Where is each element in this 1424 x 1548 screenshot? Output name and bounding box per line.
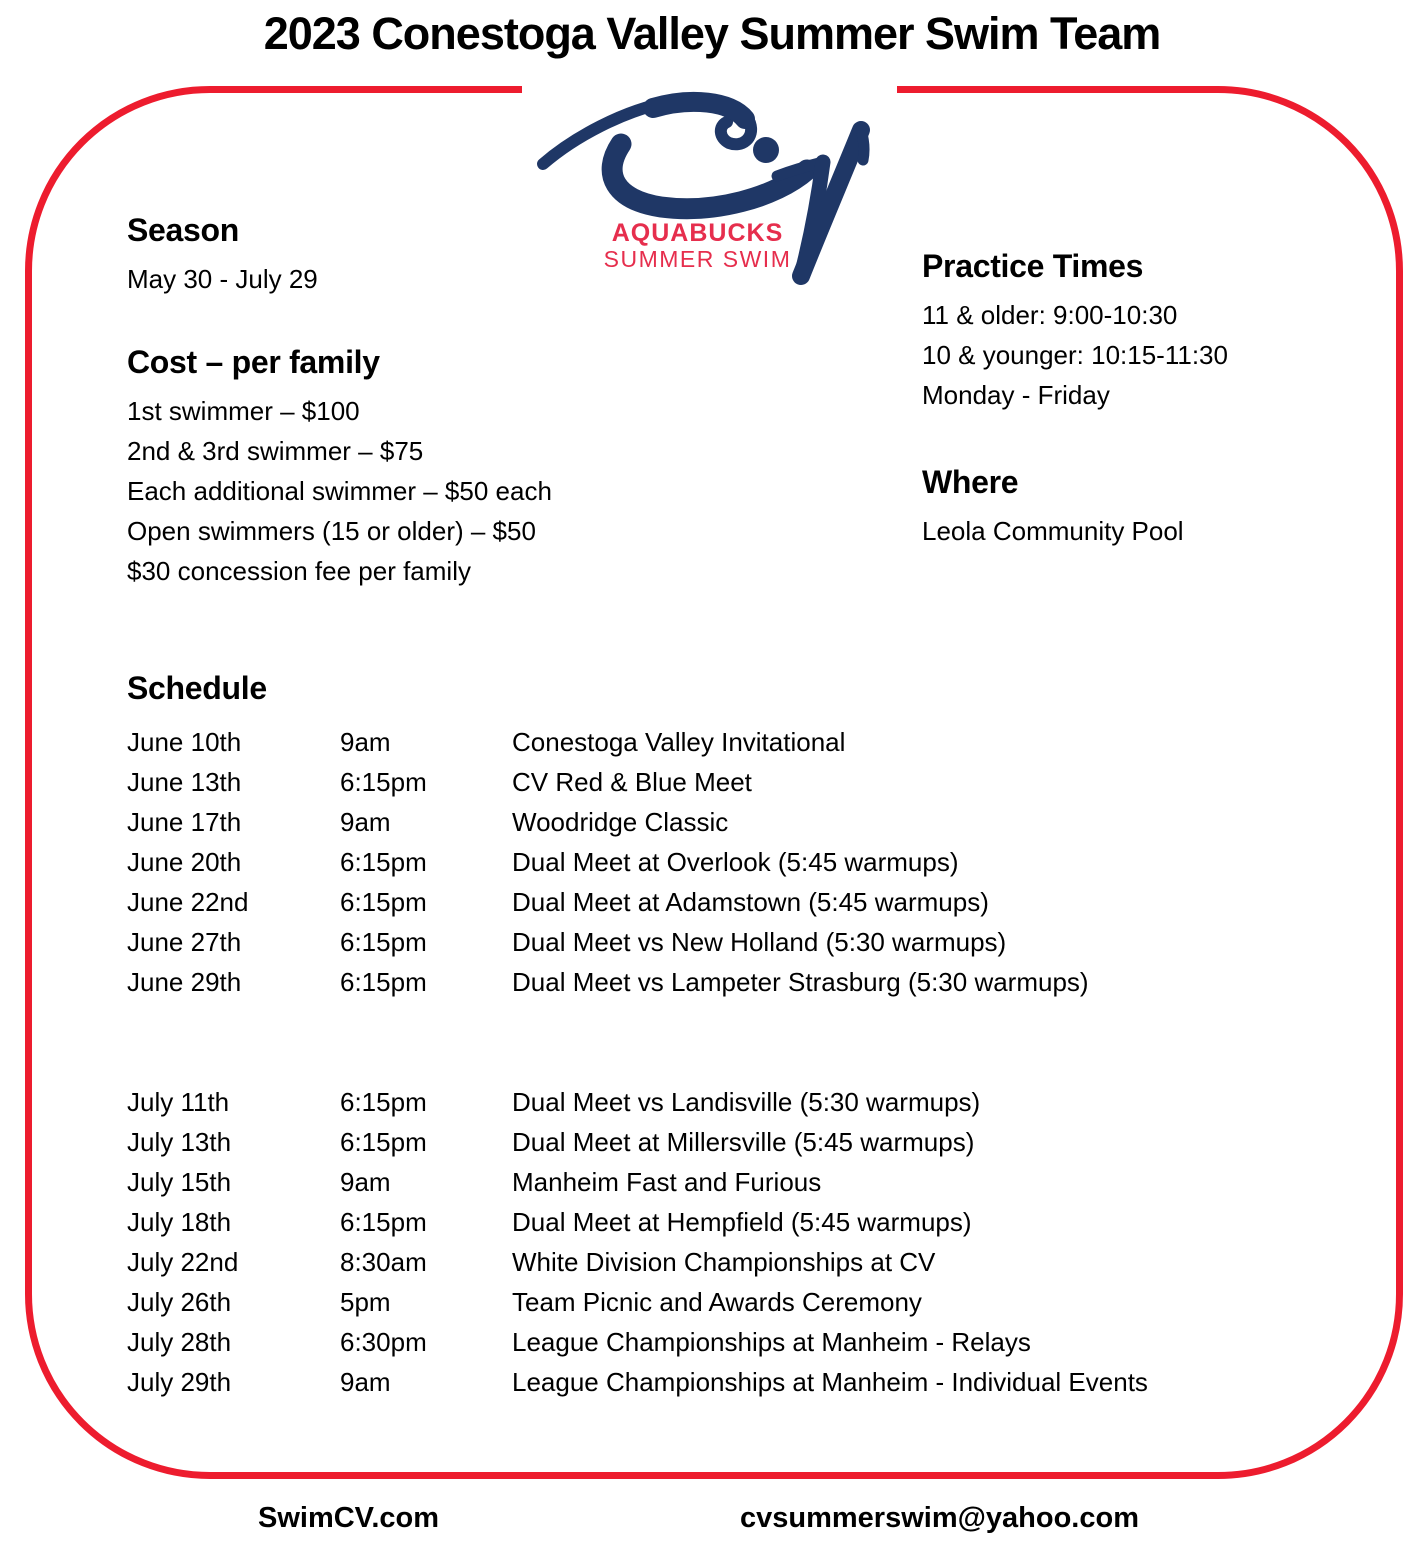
event-date: July 29th: [127, 1366, 232, 1397]
event-date: July 13th: [127, 1126, 232, 1157]
event-name: Dual Meet vs Landisville (5:30 warmups): [512, 1086, 981, 1117]
practice-times-heading: Practice Times: [922, 248, 1144, 284]
cost-item: 2nd & 3rd swimmer – $75: [127, 436, 424, 466]
event-date: July 15th: [127, 1166, 232, 1197]
event-date: July 11th: [127, 1086, 230, 1117]
cost-item: Open swimmers (15 or older) – $50: [127, 516, 536, 546]
event-date: June 10th: [127, 726, 242, 757]
table-row: [127, 1082, 1277, 1122]
table-row: [127, 1282, 1277, 1322]
cost-item: Each additional swimmer – $50 each: [127, 476, 552, 506]
event-name: League Championships at Manheim - Individual Events: [512, 1366, 1148, 1397]
season-section: [127, 212, 318, 299]
july-schedule-rows: [127, 1082, 1277, 1402]
practice-item: 10 & younger: 10:15-11:30: [922, 340, 1228, 370]
event-name: Conestoga Valley Invitational: [512, 726, 846, 757]
team-logo: [535, 86, 895, 308]
practice-item: Monday - Friday: [922, 380, 1110, 410]
event-date: June 22nd: [127, 886, 249, 917]
event-date: July 26th: [127, 1286, 232, 1317]
event-time: 6:15pm: [340, 846, 427, 877]
cost-item: $30 concession fee per family: [127, 556, 471, 586]
table-row: [127, 1242, 1277, 1282]
event-time: 6:30pm: [340, 1326, 427, 1357]
practice-times-section: [922, 248, 1228, 415]
email-text: cvsummerswim@yahoo.com: [740, 1502, 1139, 1534]
event-name: White Division Championships at CV: [512, 1246, 936, 1277]
event-time: 9am: [340, 806, 391, 837]
table-row: [127, 962, 1277, 1002]
swimmer-head-icon: [753, 137, 779, 163]
website-text: SwimCV.com: [258, 1502, 440, 1534]
event-time: 5pm: [340, 1286, 391, 1317]
table-row: [127, 722, 1277, 762]
where-section: [922, 464, 1184, 551]
event-name: Dual Meet at Hempfield (5:45 warmups): [512, 1206, 972, 1237]
table-row: [127, 1362, 1277, 1402]
schedule-heading: Schedule: [127, 670, 267, 706]
page-title: 2023 Conestoga Valley Summer Swim Team: [263, 8, 1161, 59]
table-row: [127, 1202, 1277, 1242]
table-row: [127, 1322, 1277, 1362]
event-name: Manheim Fast and Furious: [512, 1166, 822, 1197]
event-name: CV Red & Blue Meet: [512, 766, 752, 797]
event-date: June 13th: [127, 766, 242, 797]
season-heading: Season: [127, 212, 240, 248]
event-name: Dual Meet at Overlook (5:45 warmups): [512, 846, 959, 877]
event-name: Dual Meet at Adamstown (5:45 warmups): [512, 886, 989, 917]
table-row: [127, 922, 1277, 962]
event-name: Dual Meet at Millersville (5:45 warmups): [512, 1126, 975, 1157]
event-date: July 18th: [127, 1206, 232, 1237]
event-time: 6:15pm: [340, 966, 427, 997]
event-name: League Championships at Manheim - Relays: [512, 1326, 1031, 1357]
table-row: [127, 802, 1277, 842]
event-time: 8:30am: [340, 1246, 427, 1277]
season-dates: May 30 - July 29: [127, 264, 318, 294]
event-time: 6:15pm: [340, 1126, 427, 1157]
event-name: Dual Meet vs Lampeter Strasburg (5:30 warmups): [512, 966, 1089, 997]
event-date: June 20th: [127, 846, 242, 877]
table-row: [127, 1162, 1277, 1202]
practice-item: 11 & older: 9:00-10:30: [922, 300, 1178, 330]
event-date: June 17th: [127, 806, 242, 837]
event-date: July 22nd: [127, 1246, 239, 1277]
cost-section: [127, 344, 552, 591]
cost-heading: Cost – per family: [127, 344, 380, 380]
where-location: Leola Community Pool: [922, 516, 1184, 546]
june-schedule-rows: [127, 722, 1277, 1002]
event-date: June 27th: [127, 926, 242, 957]
event-time: 6:15pm: [340, 766, 427, 797]
logo-subtitle: SUMMER SWIM: [603, 246, 792, 272]
event-time: 9am: [340, 1366, 391, 1397]
where-heading: Where: [922, 464, 1019, 500]
logo-team-name: AQUABUCKS: [611, 219, 784, 247]
event-date: July 28th: [127, 1326, 232, 1357]
table-row: [127, 762, 1277, 802]
table-row: [127, 882, 1277, 922]
cv-wave-logo-icon: [535, 86, 895, 308]
event-name: Team Picnic and Awards Ceremony: [512, 1286, 922, 1317]
event-date: June 29th: [127, 966, 242, 997]
event-time: 6:15pm: [340, 886, 427, 917]
schedule-section: [127, 670, 267, 717]
cost-item: 1st swimmer – $100: [127, 396, 360, 426]
event-time: 6:15pm: [340, 926, 427, 957]
event-time: 6:15pm: [340, 1206, 427, 1237]
table-row: [127, 842, 1277, 882]
table-row: [127, 1122, 1277, 1162]
event-name: Dual Meet vs New Holland (5:30 warmups): [512, 926, 1007, 957]
event-time: 9am: [340, 726, 391, 757]
event-time: 9am: [340, 1166, 391, 1197]
event-name: Woodridge Classic: [512, 806, 729, 837]
event-time: 6:15pm: [340, 1086, 427, 1117]
